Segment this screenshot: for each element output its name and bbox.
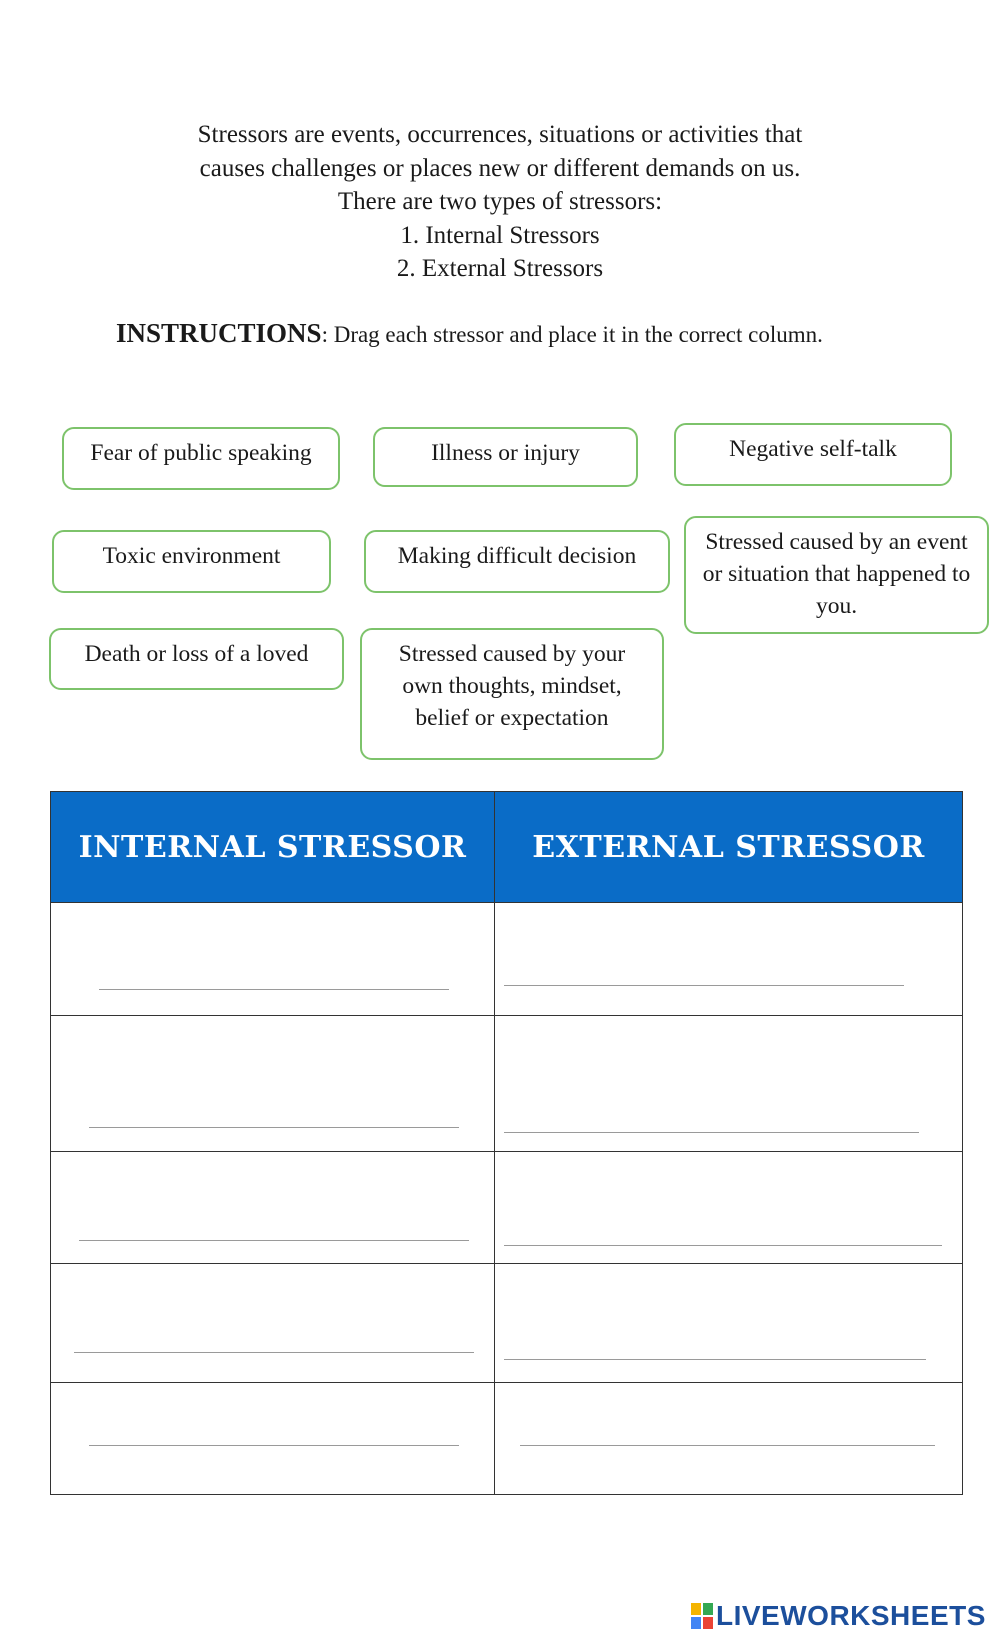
intro-line: 1. Internal Stressors <box>400 221 600 249</box>
external-drop-slot[interactable] <box>504 1359 926 1360</box>
header-internal: INTERNAL STRESSOR <box>51 792 495 903</box>
external-cell <box>495 1264 963 1382</box>
internal-cell <box>51 1151 495 1263</box>
instructions-label: INSTRUCTIONS <box>116 318 322 348</box>
intro-text <box>0 118 1000 286</box>
liveworksheets-logo <box>691 1600 986 1632</box>
drag-card-fear-public-speaking[interactable]: Fear of public speaking <box>62 427 340 490</box>
drag-card-illness-injury[interactable]: Illness or injury <box>373 427 638 487</box>
external-cell <box>495 903 963 1016</box>
stressor-table <box>50 791 963 1495</box>
internal-cell <box>51 1382 495 1494</box>
internal-cell <box>51 1264 495 1382</box>
external-drop-slot[interactable] <box>520 1445 935 1446</box>
instructions-text: : Drag each stressor and place it in the correct column. <box>321 322 823 347</box>
drag-card-event-situation[interactable]: Stressed caused by an event or situation that happened to you. <box>684 516 989 634</box>
external-cell <box>495 1016 963 1151</box>
internal-cell <box>51 903 495 1016</box>
external-drop-slot[interactable] <box>504 1132 919 1133</box>
internal-drop-slot[interactable] <box>89 1127 459 1128</box>
intro-line: There are two types of stressors: <box>337 188 663 215</box>
drag-card-own-thoughts[interactable]: Stressed caused by your own thoughts, mindset, belief or expectation <box>360 628 664 760</box>
internal-cell <box>51 1016 495 1151</box>
internal-drop-slot[interactable] <box>99 989 449 990</box>
external-cell <box>495 1151 963 1263</box>
internal-drop-slot[interactable] <box>89 1445 459 1446</box>
drag-card-toxic-environment[interactable]: Toxic environment <box>52 530 331 593</box>
drag-card-making-difficult-decision[interactable]: Making difficult decision <box>364 530 670 593</box>
intro-line: 2. External Stressors <box>396 255 604 282</box>
drag-card-negative-self-talk[interactable]: Negative self-talk <box>674 423 952 486</box>
internal-drop-slot[interactable] <box>79 1240 469 1241</box>
intro-line: Stressors are events, occurrences, situations or activities that <box>197 121 803 148</box>
external-drop-slot[interactable] <box>504 1245 942 1246</box>
instructions <box>116 318 856 350</box>
logo-text: LIVEWORKSHEETS <box>716 1600 986 1631</box>
logo-blocks-icon <box>691 1603 713 1629</box>
external-cell <box>495 1382 963 1494</box>
intro-line: causes challenges or places new or different demands on us. <box>199 154 801 182</box>
internal-drop-slot[interactable] <box>74 1352 474 1353</box>
external-drop-slot[interactable] <box>504 985 904 986</box>
header-external: EXTERNAL STRESSOR <box>495 792 963 903</box>
drag-card-death-loss[interactable]: Death or loss of a loved <box>49 628 344 690</box>
